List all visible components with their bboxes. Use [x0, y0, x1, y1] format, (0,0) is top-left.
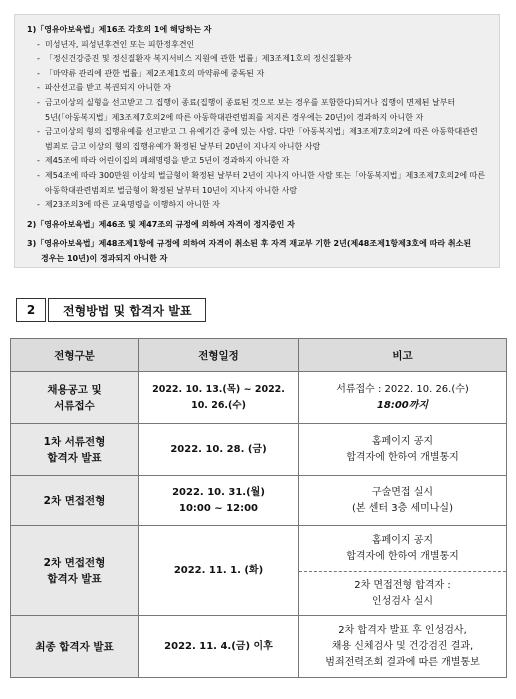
section-number: 2 — [16, 298, 46, 322]
schedule-line: 2022. 11. 4.(금) 이후 — [164, 640, 273, 652]
schedule-line: 2022. 10. 31.(월) — [172, 486, 265, 498]
table-header-row — [11, 339, 507, 372]
item1-title: 1)「영유아보육법」제16조 각호의 1에 해당하는 자 — [27, 25, 212, 34]
note-cell — [299, 526, 507, 572]
note-line: 합격자에 한하여 개별통지 — [346, 451, 459, 463]
list-item: - 금고이상의 실형을 선고받고 그 집행이 종료(집행이 종료된 것으로 보는 경우를 포함한다)되거나 집행이 면제된 날부터 — [37, 96, 489, 111]
note-line: 구술면접 실시 — [371, 486, 434, 498]
schedule-line: 2022. 10. 13.(목) ~ 2022. 10. 26.(수) — [152, 383, 285, 411]
schedule-table — [10, 338, 507, 678]
note-cell — [299, 572, 507, 616]
note-line: 서류접수 : 2022. 10. 26.(수) — [336, 383, 469, 395]
note-line: 채용 신체검사 및 건강검진 결과, — [331, 640, 474, 652]
list-item-continuation: 아동학대관련범죄로 벌금형이 확정된 날부터 10년이 지나지 아니한 사람 — [45, 185, 298, 195]
stage-cell — [11, 616, 139, 678]
list-item-continuation: 범죄로 금고 이상의 형의 집행유예가 확정된 날부터 20년이 지나지 아니한 사람 — [45, 141, 321, 151]
header-schedule: 전형일정 — [139, 339, 299, 372]
table-row — [11, 476, 507, 526]
list-item: - 제23조의3에 따른 교육명령을 이행하지 아니한 자 — [37, 198, 489, 213]
schedule-line: 10:00 ~ 12:00 — [178, 502, 258, 514]
stage-line: 1차 서류전형 — [43, 435, 106, 448]
note-emphasis: 18:00까지 — [376, 399, 429, 411]
note-cell — [299, 616, 507, 678]
note-line: 2차 면접전형 합격자 : — [354, 579, 451, 591]
schedule-cell — [139, 424, 299, 476]
stage-line: 서류접수 — [54, 399, 95, 412]
item1-list-cont3 — [27, 198, 489, 213]
list-item: - 제45조에 따라 어린이집의 폐쇄명령을 받고 5년이 경과하지 아니한 자 — [37, 154, 489, 169]
stage-line: 2차 면접전형 — [43, 556, 106, 569]
stage-line: 2차 면접전형 — [43, 494, 106, 507]
stage-line: 합격자 발표 — [47, 572, 102, 585]
note-cell — [299, 372, 507, 424]
note-line: 홈페이지 공지 — [371, 534, 434, 546]
item3-title-cont: 경우는 10년)이 경과되지 아니한 자 — [41, 253, 168, 263]
note-line: 합격자에 한하여 개별통지 — [346, 550, 459, 562]
list-item: - 제54조에 따라 300만원 이상의 벌금형이 확정된 날부터 2년이 지나지 아니한 사람 또는「아동복지법」제3조제7호의2에 따른 — [37, 169, 489, 184]
stage-cell — [11, 424, 139, 476]
list-item: - 「마약류 관리에 관한 법률」제2조제1호의 마약류에 중독된 자 — [37, 67, 489, 82]
table-row — [11, 372, 507, 424]
note-line: (본 센터 3층 세미나실) — [352, 502, 453, 514]
schedule-cell — [139, 526, 299, 616]
list-item-continuation: 5년(「아동복지법」제3조제7호의2에 따른 아동학대관련범죄를 저지른 경우에는 20년)이 경과하지 아니한 자 — [45, 112, 424, 122]
item1-list-cont — [27, 125, 489, 140]
stage-cell — [11, 372, 139, 424]
section-header — [16, 298, 206, 322]
stage-line: 채용공고 및 — [47, 383, 102, 396]
schedule-cell — [139, 616, 299, 678]
stage-line: 합격자 발표 — [47, 451, 102, 464]
schedule-line: 2022. 10. 28. (금) — [170, 443, 267, 455]
note-line: 2차 합격자 발표 후 인성검사, — [338, 624, 467, 636]
item2-title: 2)「영유아보육법」제46조 및 제47조의 규정에 의하여 자격이 정지중인 자 — [27, 219, 295, 229]
schedule-cell — [139, 372, 299, 424]
note-line: 인성검사 실시 — [371, 595, 434, 607]
list-item: - 「정신건강증진 및 정신질환자 복지서비스 지원에 관한 법률」제3조제1호의 정신질환자 — [37, 52, 489, 67]
item1-list-cont2 — [27, 154, 489, 183]
header-stage: 전형구분 — [11, 339, 139, 372]
item1-list — [27, 38, 489, 111]
item3-title: 3)「영유아보육법」제48조제1항에 규정에 의하여 자격이 취소된 후 자격 재교부 기한 2년(제48조제1항제3호에 따라 취소된 — [27, 239, 472, 249]
note-line: 홈페이지 공지 — [371, 435, 434, 447]
table-row — [11, 616, 507, 678]
note-cell — [299, 476, 507, 526]
list-item: - 파산선고를 받고 복권되지 아니한 자 — [37, 81, 489, 96]
table-row — [11, 526, 507, 572]
stage-cell — [11, 526, 139, 616]
disqualification-box — [14, 14, 500, 268]
note-line: 범죄전력조회 결과에 따른 개별통보 — [325, 656, 480, 668]
section-title: 전형방법 및 합격자 발표 — [48, 298, 206, 322]
note-cell — [299, 424, 507, 476]
header-note: 비고 — [299, 339, 507, 372]
table-row — [11, 424, 507, 476]
list-item: - 미성년자, 피성년후견인 또는 피한정후견인 — [37, 38, 489, 53]
stage-cell — [11, 476, 139, 526]
stage-line: 최종 합격자 발표 — [35, 640, 114, 653]
list-item: - 금고이상의 형의 집행유예를 선고받고 그 유예기간 중에 있는 사람. 다만「아동복지법」제3조제7호의2에 따른 아동학대관련 — [37, 125, 489, 140]
schedule-line: 2022. 11. 1. (화) — [173, 564, 264, 576]
schedule-cell — [139, 476, 299, 526]
